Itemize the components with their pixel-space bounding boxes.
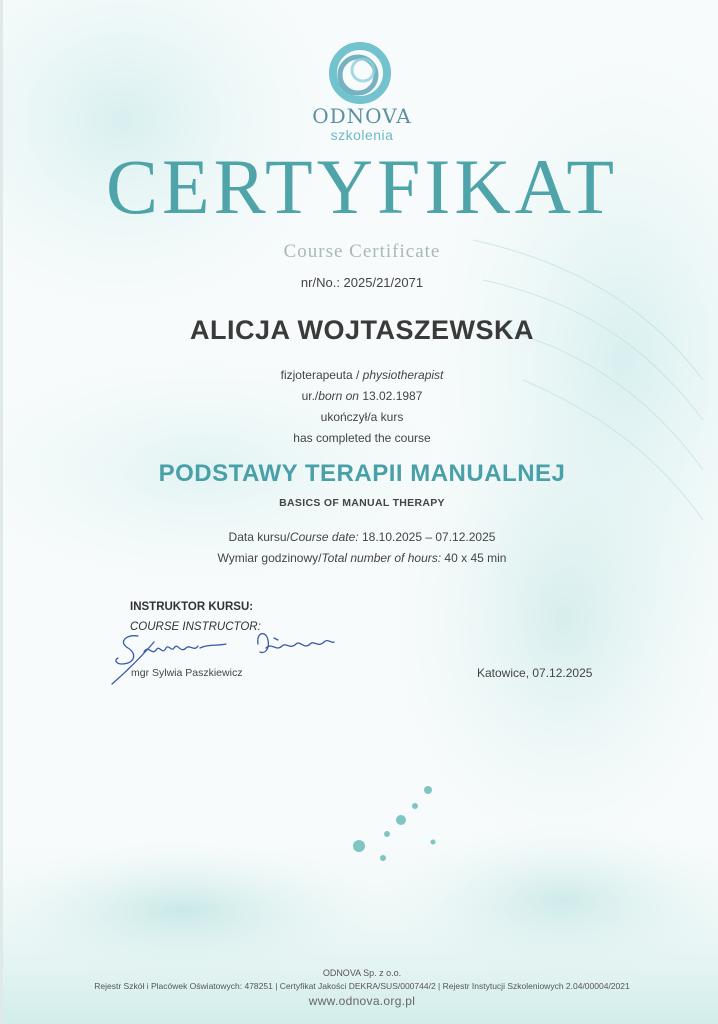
- date-label-pl: Data kursu/: [228, 530, 290, 544]
- born-en: born on: [318, 389, 359, 403]
- date-label-en: Course date:: [289, 530, 359, 544]
- certificate-title: CERTYFIKAT: [106, 143, 618, 230]
- instructor-label-en: COURSE INSTRUCTOR:: [130, 621, 261, 633]
- hours-label-pl: Wymiar godzinowy/: [217, 551, 322, 565]
- place-and-date: Katowice, 07.12.2025: [477, 666, 593, 680]
- profession-pl: fizjoterapeuta /: [280, 368, 360, 382]
- recipient-name: ALICJA WOJTASZEWSKA: [190, 315, 534, 345]
- born-pl: ur./: [301, 389, 319, 403]
- born-date: 13.02.1987: [362, 389, 423, 403]
- date-value: 18.10.2025 – 07.12.2025: [361, 530, 496, 544]
- brand-name: ODNOVA: [312, 104, 412, 128]
- certificate-subtitle: Course Certificate: [283, 241, 441, 262]
- instructor-name: mgr Sylwia Paszkiewicz: [131, 667, 243, 679]
- certificate-number: nr/No.: 2025/21/2071: [300, 275, 424, 290]
- recipient-birth: [3, 389, 718, 403]
- course-title: PODSTAWY TERAPII MANUALNEJ: [158, 460, 566, 487]
- course-date: [3, 530, 718, 544]
- course-title-en: BASICS OF MANUAL THERAPY: [279, 497, 445, 509]
- footer-website-link[interactable]: www.odnova.org.pl: [308, 994, 416, 1008]
- footer-company: ODNOVA Sp. z o.o.: [322, 968, 402, 978]
- course-hours: [3, 551, 718, 565]
- completed-en: has completed the course: [293, 431, 431, 445]
- odnova-logo-icon: [322, 38, 398, 108]
- hours-label-en: Total number of hours:: [321, 551, 442, 565]
- completed-pl: ukończył/a kurs: [320, 410, 404, 424]
- instructor-label: INSTRUKTOR KURSU:: [130, 601, 254, 613]
- profession-en: physiotherapist: [362, 368, 444, 382]
- recipient-profession: [3, 368, 718, 382]
- footer-registry: Rejestr Szkół i Placówek Oświatowych: 478251 | Certyfikat Jakości DEKRA/SUS/000744/2 | Rejestr Instytucji Szkoleniowych 2.04/00004/2021: [94, 981, 630, 991]
- hours-value: 40 x 45 min: [444, 551, 507, 565]
- brand-subtitle: szkolenia: [330, 127, 394, 143]
